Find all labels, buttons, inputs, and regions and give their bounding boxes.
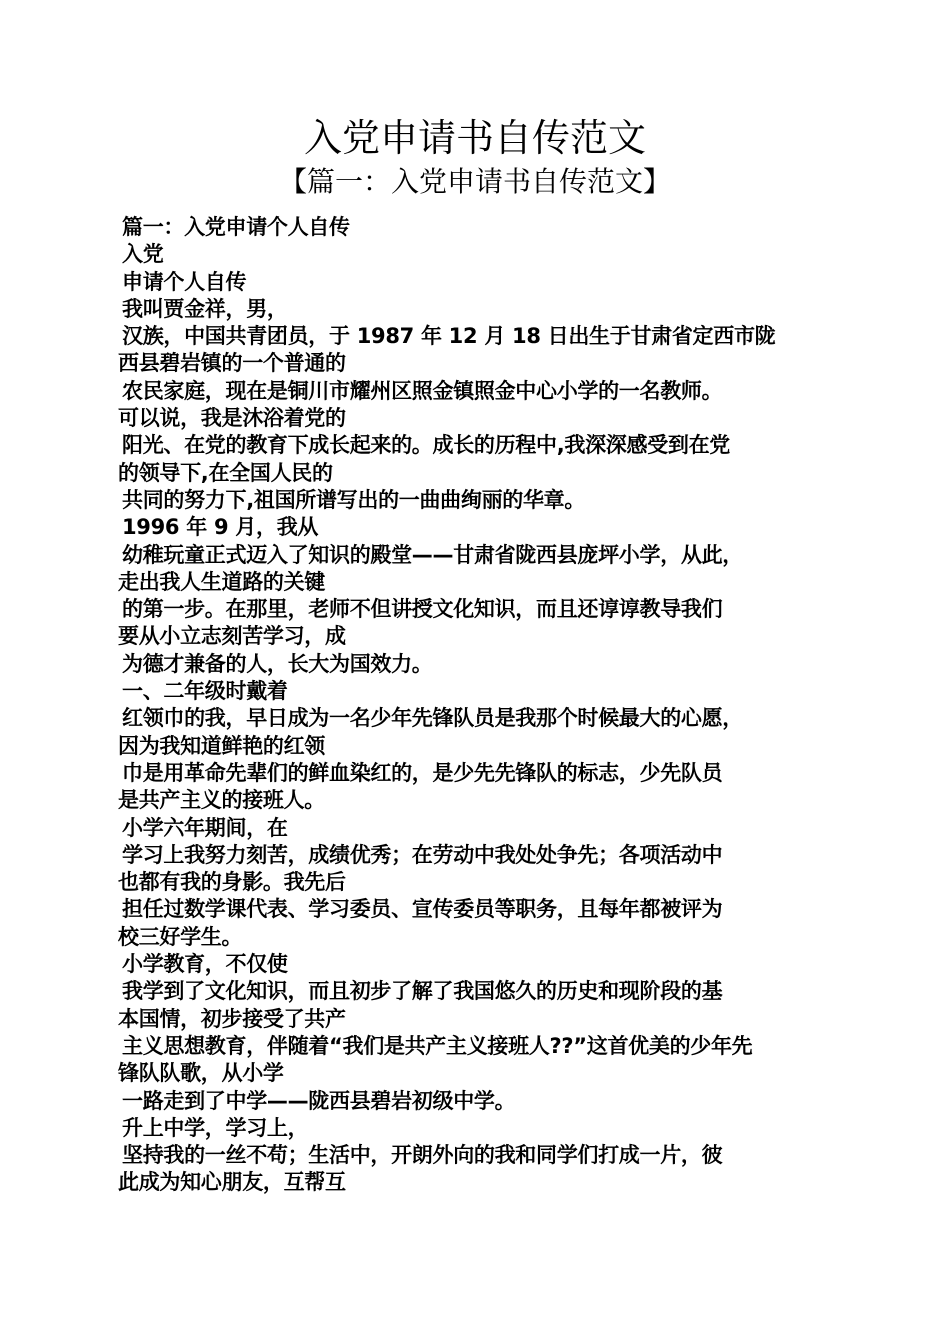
body-line: 因为我知道鲜艳的红领: [118, 733, 325, 758]
body-line: 我学到了文化知识，而且初步了解了我国悠久的历史和现阶段的基: [122, 979, 723, 1004]
body-line: 小学六年期间，在: [122, 815, 288, 840]
body-line: 小学教育，不仅使: [122, 952, 288, 977]
body-line: 西县碧岩镇的一个普通的: [118, 351, 346, 376]
body-line: 入党: [122, 242, 164, 267]
body-line: 申请个人自传: [122, 269, 247, 294]
body-line: 的第一步。在那里，老师不但讲授文化知识，而且还谆谆教导我们: [122, 597, 723, 622]
document-title: 入党申请书自传范文: [303, 116, 646, 160]
body-line: 一路走到了中学——陇西县碧岩初级中学。: [122, 1088, 516, 1113]
body-line: 可以说，我是沐浴着党的: [118, 406, 346, 431]
body-line: 走出我人生道路的关键: [118, 569, 325, 594]
body-line: 坚持我的一丝不苟；生活中，开朗外向的我和同学们打成一片，彼: [122, 1143, 723, 1168]
body-line: 学习上我努力刻苦，成绩优秀；在劳动中我处处争先；各项活动中: [122, 842, 723, 867]
body-line: 篇一：入党申请个人自传: [122, 215, 350, 239]
body-line: 1996 年 9 月，我从: [122, 515, 319, 540]
body-line: 要从小立志刻苦学习，成: [118, 624, 346, 649]
document-body: [118, 214, 838, 1197]
body-line: 是共产主义的接班人。: [118, 788, 325, 813]
body-line: 为德才兼备的人，长大为国效力。: [122, 651, 433, 676]
body-line: 本国情，初步接受了共产: [118, 1006, 346, 1031]
body-line: 汉族，中国共青团员，于 1987 年 12 月 18 日出生于甘肃省定西市陇: [122, 324, 776, 349]
body-line: 担任过数学课代表、学习委员、宣传委员等职务，且每年都被评为: [122, 897, 723, 922]
body-line: 锋队队歌，从小学: [118, 1061, 284, 1086]
body-line: 农民家庭，现在是铜川市耀州区照金镇照金中心小学的一名教师。: [122, 378, 723, 403]
body-line: 红领巾的我，早日成为一名少年先锋队员是我那个时候最大的心愿，: [122, 706, 743, 731]
body-line: 的领导下,在全国人民的: [118, 460, 333, 485]
body-line: 共同的努力下,祖国所谱写出的一曲曲绚丽的华章。: [122, 487, 586, 512]
document-subtitle: 【篇一：入党申请书自传范文】: [278, 165, 671, 198]
body-line: 此成为知心朋友，互帮互: [118, 1170, 346, 1195]
body-line: 校三好学生。: [118, 924, 243, 949]
body-line: 主义思想教育，伴随着“我们是共产主义接班人??”这首优美的少年先: [122, 1033, 753, 1058]
body-line: 一、二年级时戴着: [122, 679, 288, 704]
body-line: 升上中学，学习上，: [122, 1115, 309, 1140]
body-line: 也都有我的身影。我先后: [118, 870, 346, 895]
body-line: 我叫贾金祥，男，: [122, 296, 288, 321]
body-line: 巾是用革命先辈们的鲜血染红的，是少先先锋队的标志，少先队员: [122, 760, 723, 785]
body-line: 阳光、在党的教育下成长起来的。成长的历程中,我深深感受到在党: [122, 433, 730, 458]
body-line: 幼稚玩童正式迈入了知识的殿堂——甘肃省陇西县庞坪小学，从此，: [122, 542, 743, 567]
